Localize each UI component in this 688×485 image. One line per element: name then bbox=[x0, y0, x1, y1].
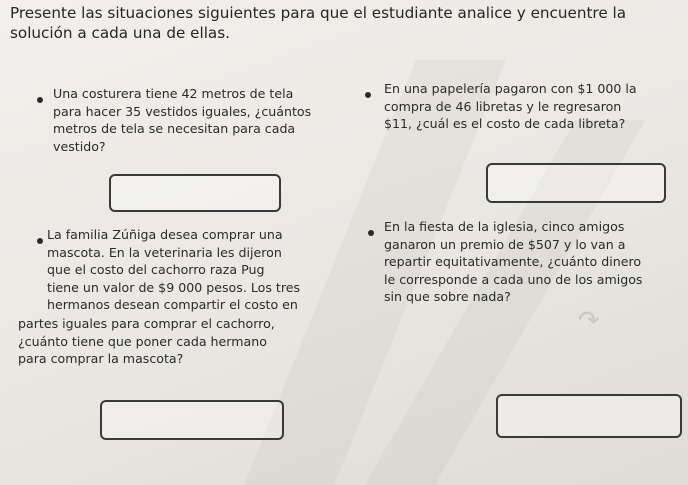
problem-line: hermanos desean compartir el costo en bbox=[47, 297, 298, 313]
problem-line: En la fiesta de la iglesia, cinco amigos bbox=[384, 219, 625, 234]
problem-line: Una costurera tiene 42 metros de tela bbox=[53, 86, 294, 101]
problem-line: ¿cuánto tiene que poner cada hermano bbox=[18, 333, 267, 349]
bullet-point bbox=[37, 97, 43, 103]
bullet-point bbox=[37, 238, 43, 244]
answer-box-puppy[interactable] bbox=[100, 400, 284, 440]
instructions-line: Presente las situaciones siguientes para que el estudiante analice y encuentre la bbox=[10, 4, 627, 22]
answer-box-seamstress[interactable] bbox=[109, 174, 281, 212]
problem-line: le corresponde a cada uno de los amigos bbox=[384, 271, 643, 287]
problem-line: La familia Zúñiga desea comprar una bbox=[47, 227, 283, 242]
instructions-line: solución a cada una de ellas. bbox=[10, 24, 230, 42]
problem-notebooks bbox=[384, 80, 646, 133]
bullet-point bbox=[365, 92, 371, 98]
answer-box-prize[interactable] bbox=[496, 394, 682, 438]
problem-puppy-continued bbox=[18, 315, 336, 368]
problem-line: repartir equitativamente, ¿cuánto dinero bbox=[384, 254, 642, 270]
bullet-point bbox=[368, 230, 374, 236]
problem-line: ganaron un premio de $507 y lo van a bbox=[384, 236, 626, 252]
problem-line: que el costo del cachorro raza Pug bbox=[47, 262, 265, 278]
problem-prize bbox=[384, 218, 666, 306]
problem-line: $11, ¿cuál es el costo de cada libreta? bbox=[384, 116, 626, 132]
problem-line: vestido? bbox=[53, 138, 106, 154]
problem-line: tiene un valor de $9 000 pesos. Los tres bbox=[47, 279, 301, 295]
problem-line: En una papelería pagaron con $1 000 la bbox=[384, 81, 637, 96]
problem-line: compra de 46 libretas y le regresaron bbox=[384, 98, 622, 114]
problem-line: para comprar la mascota? bbox=[18, 351, 184, 367]
problem-line: para hacer 35 vestidos iguales, ¿cuántos bbox=[53, 103, 312, 119]
problem-seamstress bbox=[53, 85, 319, 155]
answer-box-notebooks[interactable] bbox=[486, 163, 666, 203]
problem-line: metros de tela se necesitan para cada bbox=[53, 121, 296, 137]
worksheet-instructions bbox=[10, 3, 670, 43]
problem-line: mascota. En la veterinaria les dijeron bbox=[47, 244, 282, 260]
problem-line: partes iguales para comprar el cachorro, bbox=[18, 316, 275, 331]
problem-puppy bbox=[47, 226, 319, 314]
pencil-mark: ↷ bbox=[578, 306, 600, 336]
problem-line: sin que sobre nada? bbox=[384, 289, 511, 305]
